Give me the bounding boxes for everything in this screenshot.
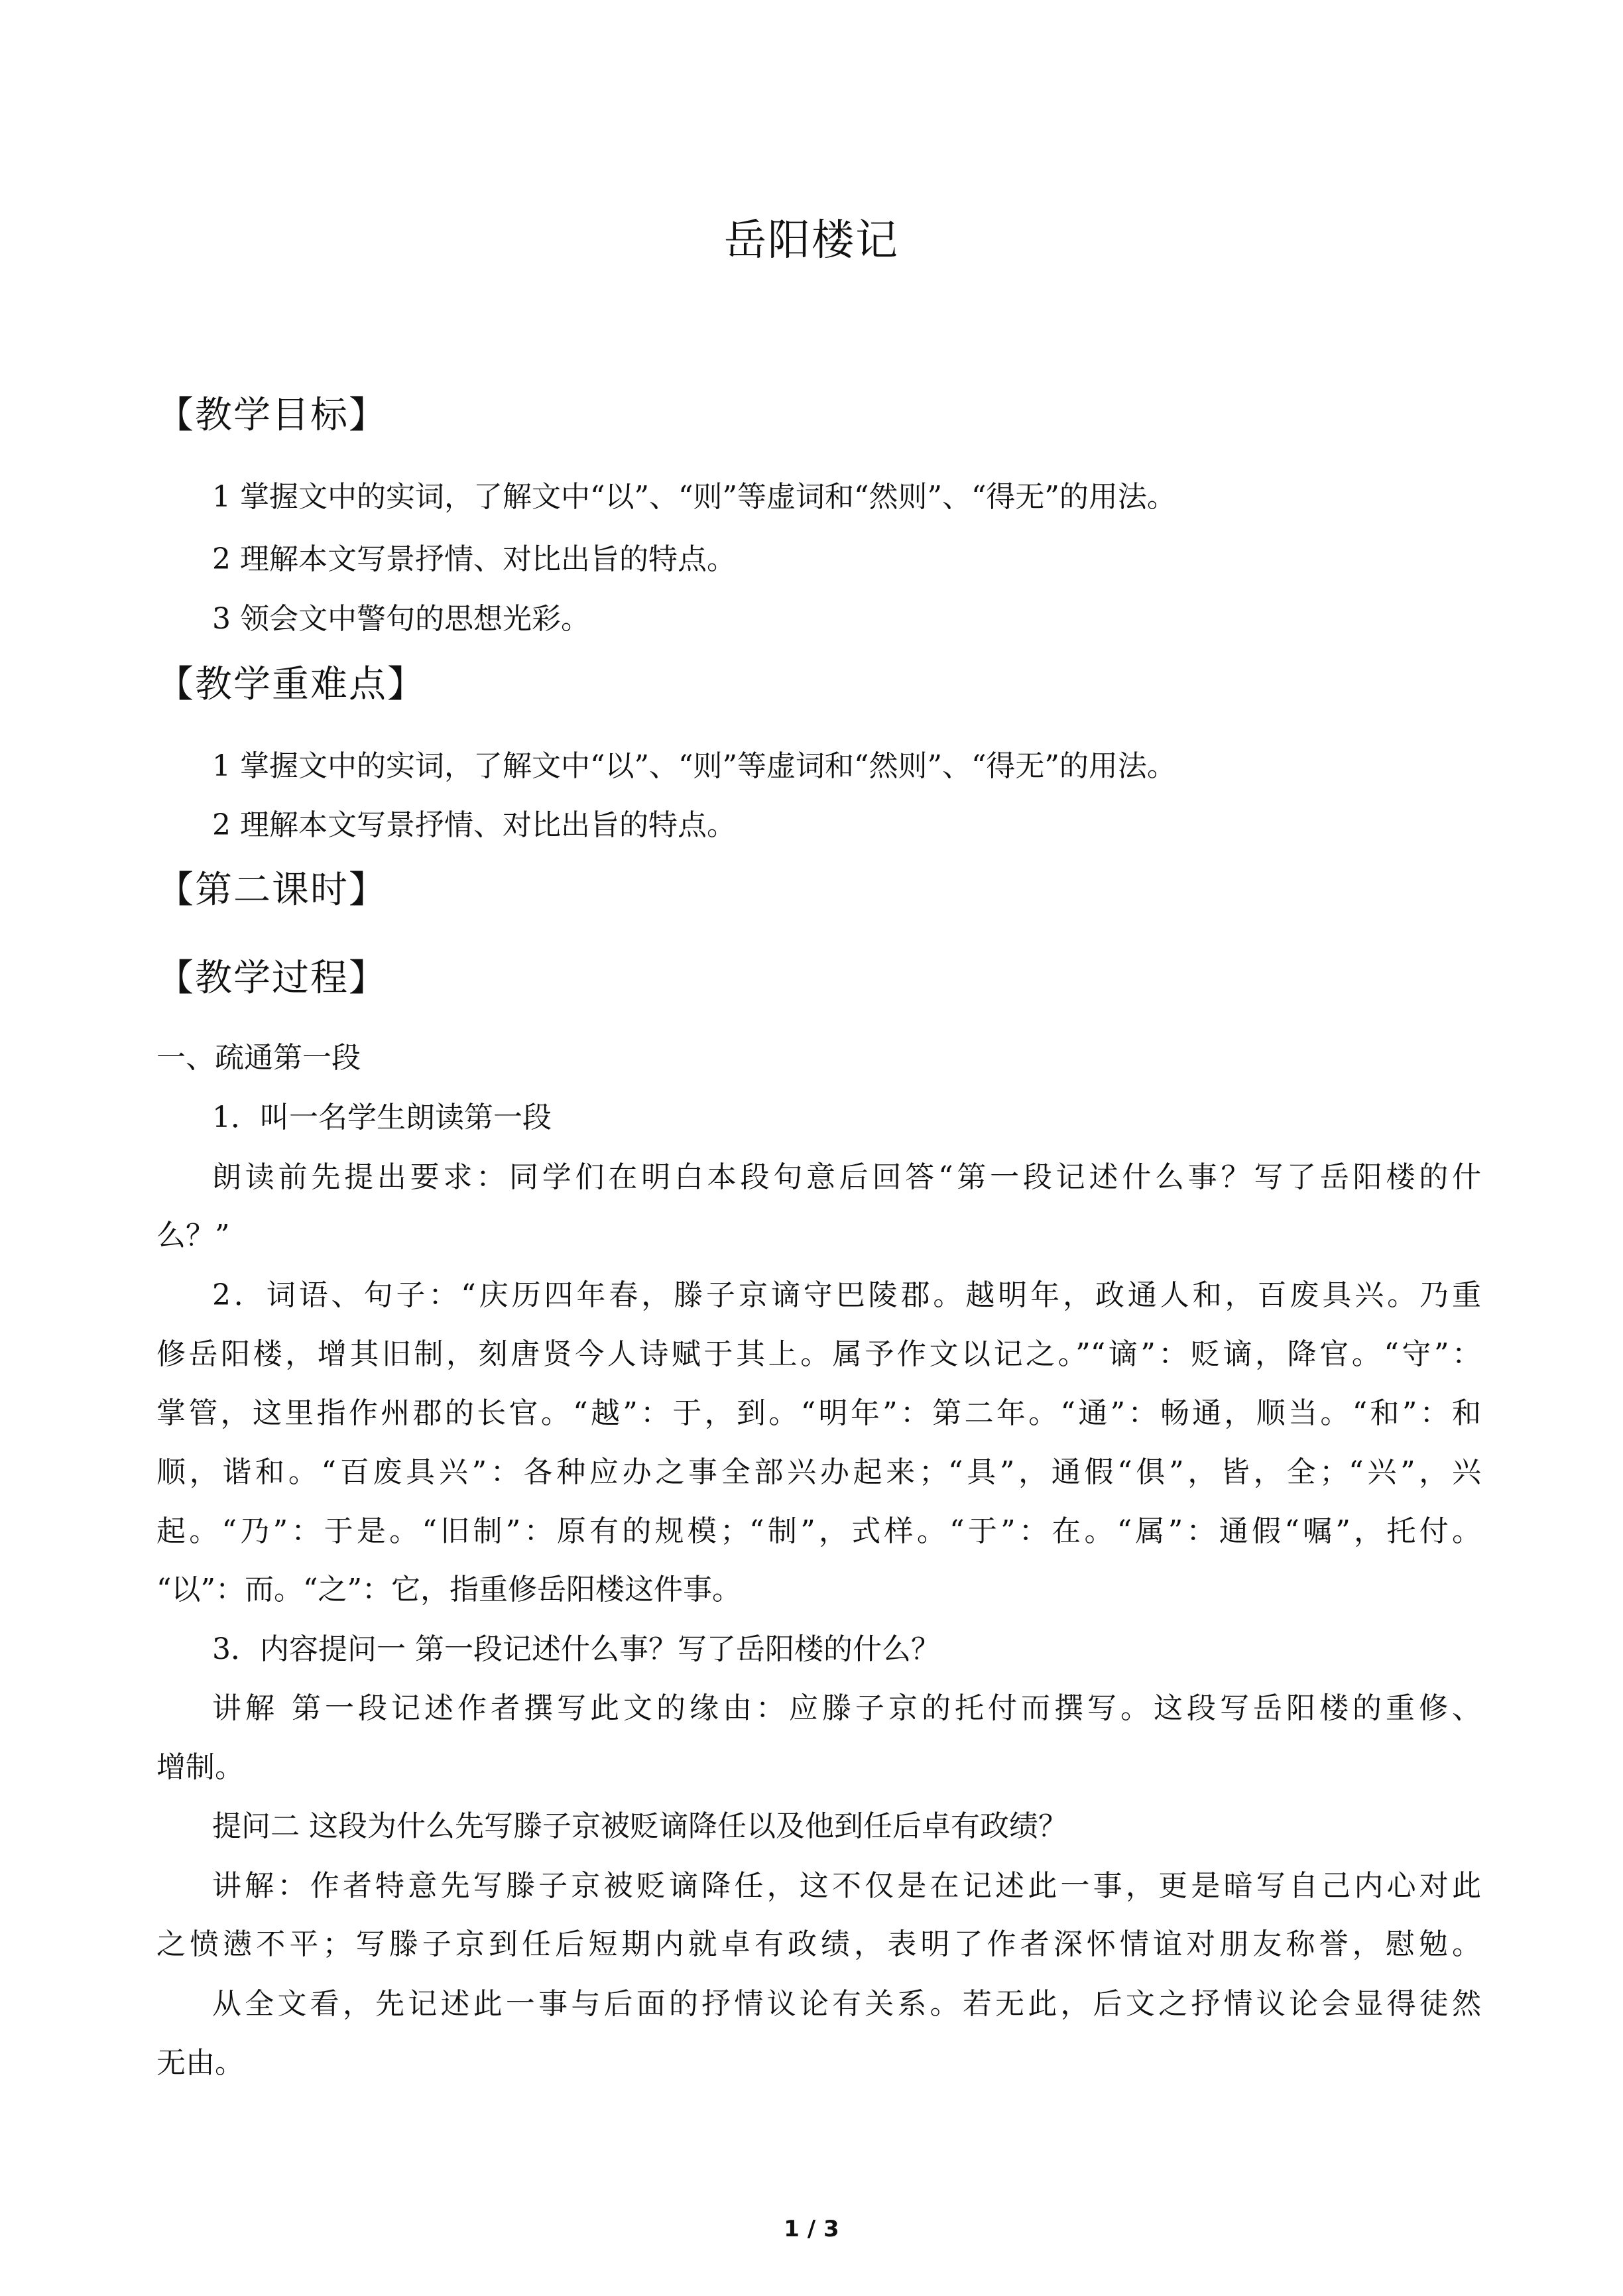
page-number: 1 / 3 [784, 2216, 839, 2242]
objective-1: 1 掌握文中的实词，了解文中“以”、“则”等虚词和“然则”、“得无”的用法。 [212, 480, 1176, 514]
paragraph-line: “以”：而。“之”：它，指重修岳阳楼这件事。 [156, 1573, 741, 1606]
paragraph-line: 之愤懑不平；写滕子京到任后短期内就卓有政绩，表明了作者深怀情谊对朋友称誉，慰勉。 [156, 1927, 1481, 1961]
paragraph-line: 增制。 [156, 1750, 244, 1784]
heading-key-points: 【教学重难点】 [156, 663, 426, 706]
paragraph-line: 修岳阳楼，增其旧制，刻唐贤今人诗赋于其上。属予作文以记之。”“谪”：贬谪，降官。“守”： [156, 1337, 1481, 1371]
question-2: 提问二 这段为什么先写滕子京被贬谪降任以及他到任后卓有政绩？ [212, 1809, 1067, 1843]
paragraph-line: 从全文看，先记述此一事与后面的抒情议论有关系。若无此，后文之抒情议论会显得徒然 [212, 1987, 1481, 2021]
document-title: 岳阳楼记 [724, 216, 899, 265]
paragraph-line: 顺，谐和。“百废具兴”：各种应办之事全部兴办起来；“具”，通假“俱”，皆，全；“兴”，兴 [156, 1455, 1481, 1489]
paragraph-line: 朗读前先提出要求：同学们在明白本段句意后回答“第一段记述什么事？写了岳阳楼的什 [212, 1160, 1481, 1194]
paragraph-line: 讲解：作者特意先写滕子京被贬谪降任，这不仅是在记述此一事，更是暗写自己内心对此 [212, 1869, 1481, 1903]
paragraph-line: 掌管，这里指作州郡的长官。“越”：于，到。“明年”：第二年。“通”：畅通，顺当。“和”：和 [156, 1396, 1481, 1430]
step-1: 1．叫一名学生朗读第一段 [212, 1101, 552, 1134]
heading-objectives: 【教学目标】 [156, 394, 387, 437]
paragraph-line: 无由。 [156, 2046, 244, 2080]
paragraph-line: 么？” [156, 1219, 230, 1252]
heading-lesson: 【第二课时】 [156, 869, 387, 912]
objective-2: 2 理解本文写景抒情、对比出旨的特点。 [212, 542, 736, 576]
question-1: 3．内容提问一 第一段记述什么事？写了岳阳楼的什么？ [212, 1632, 940, 1666]
key-point-1: 1 掌握文中的实词，了解文中“以”、“则”等虚词和“然则”、“得无”的用法。 [212, 749, 1176, 783]
paragraph-line: 起。“乃”：于是。“旧制”：原有的规模；“制”，式样。“于”：在。“属”：通假“嘱”，托付。 [156, 1514, 1481, 1548]
paragraph-line: 讲解 第一段记述作者撰写此文的缘由：应滕子京的托付而撰写。这段写岳阳楼的重修、 [212, 1691, 1481, 1725]
objective-3: 3 领会文中警句的思想光彩。 [212, 602, 590, 636]
paragraph-line: 2．词语、句子：“庆历四年春，滕子京谪守巴陵郡。越明年，政通人和，百废具兴。乃重 [212, 1278, 1481, 1312]
key-point-2: 2 理解本文写景抒情、对比出旨的特点。 [212, 808, 736, 842]
heading-process: 【教学过程】 [156, 957, 387, 1000]
section-heading: 一、疏通第一段 [156, 1041, 361, 1075]
